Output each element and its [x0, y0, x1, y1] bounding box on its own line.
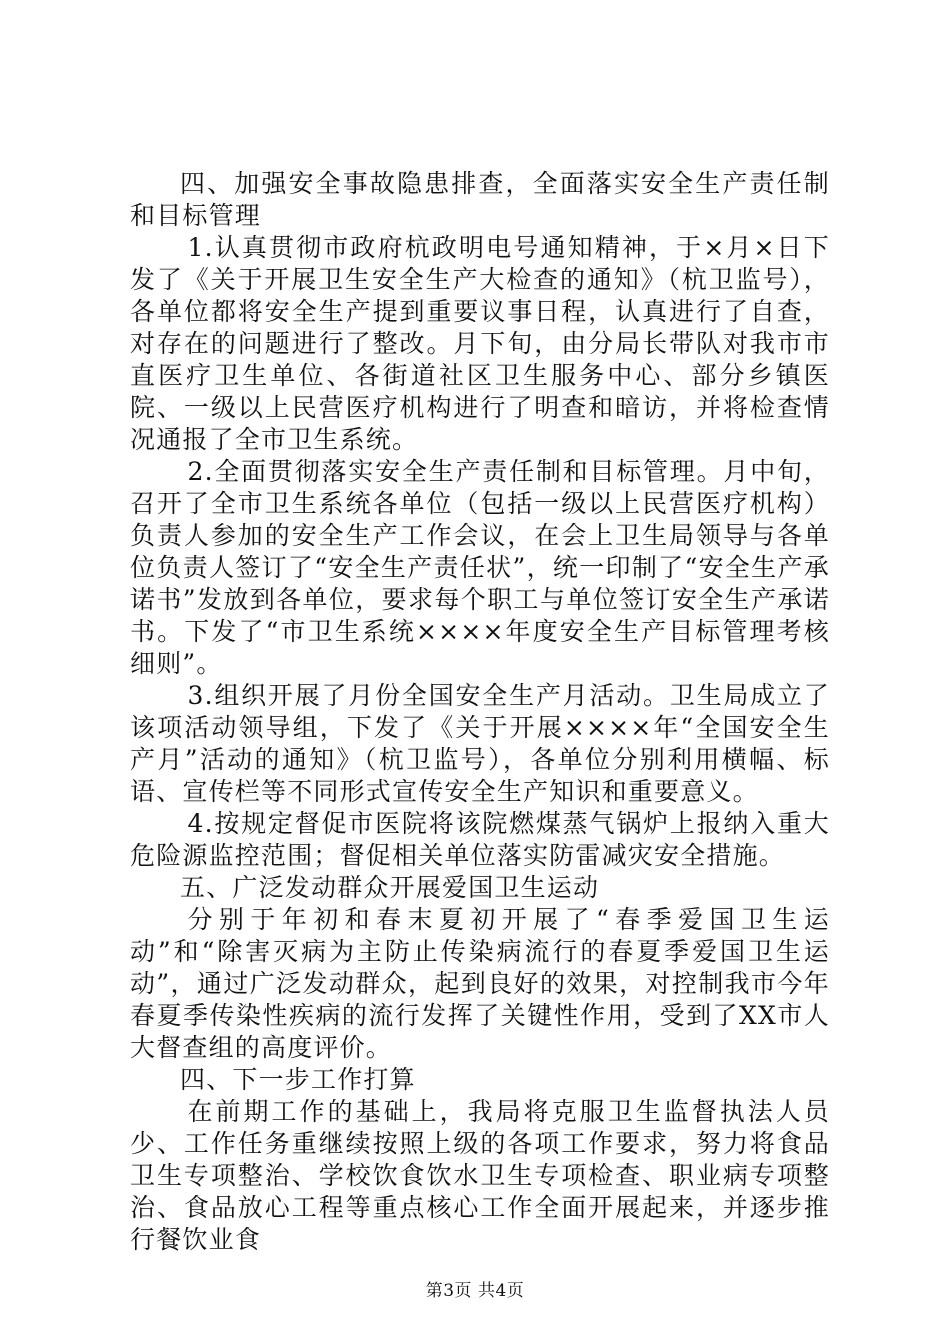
paragraph-item-1: 1.认真贯彻市政府杭政明电号通知精神，于×月×日下发了《关于开展卫生安全生产大检查的通知》（杭卫监号），各单位都将安全生产提到重要议事日程，认真进行了自查，对存在的问题进行了整改。月下旬，由分局长带队对我市市直医疗卫生单位、各街道社区卫生服务中心、部分乡镇医院、一级以上民营医疗机构进行了明查和暗访，并将检查情况通报了全市卫生系统。: [130, 233, 830, 454]
section-heading-safety: 四、加强安全事故隐患排查，全面落实安全生产责任制和目标管理: [130, 169, 830, 230]
page-number-footer: 第3页 共4页: [425, 1281, 525, 1301]
section-heading-patriotic-health: 五、广泛发动群众开展爱国卫生运动: [180, 873, 600, 902]
paragraph-next-steps: 在前期工作的基础上，我局将克服卫生监督执法人员少、工作任务重继续按照上级的各项工作要求，努力将食品卫生专项整治、学校饮食饮水卫生专项检查、职业病专项整治、食品放心工程等重点核心工作全面开展起来，并逐步推行餐饮业食: [130, 1097, 830, 1254]
section-heading-next-steps: 四、下一步工作打算: [180, 1065, 416, 1094]
paragraph-item-3: 3.组织开展了月份全国安全生产月活动。卫生局成立了该项活动领导组，下发了《关于开展××××年“全国安全生产月”活动的通知》（杭卫监号），各单位分别利用横幅、标语、宣传栏等不同形式宣传安全生产知识和重要意义。: [130, 681, 830, 806]
document-body: [130, 168, 830, 1256]
paragraph-item-2: 2.全面贯彻落实安全生产责任制和目标管理。月中旬，召开了全市卫生系统各单位（包括一级以上民营医疗机构）负责人参加的安全生产工作会议，在会上卫生局领导与各单位负责人签订了“安全生产责任状”，统一印制了“安全生产承诺书”发放到各单位，要求每个职工与单位签订安全生产承诺书。下发了“市卫生系统××××年度安全生产目标管理考核细则”。: [130, 457, 830, 678]
paragraph-patriotic-health: 分别于年初和春末夏初开展了“春季爱国卫生运动”和“除害灭病为主防止传染病流行的春夏季爱国卫生运动”，通过广泛发动群众，起到良好的效果，对控制我市今年春夏季传染性疾病的流行发挥了关键性作用，受到了XX市人大督查组的高度评价。: [130, 905, 830, 1062]
paragraph-item-4: 4.按规定督促市医院将该院燃煤蒸气锅炉上报纳入重大危险源监控范围；督促相关单位落实防雷减灾安全措施。: [130, 809, 830, 870]
